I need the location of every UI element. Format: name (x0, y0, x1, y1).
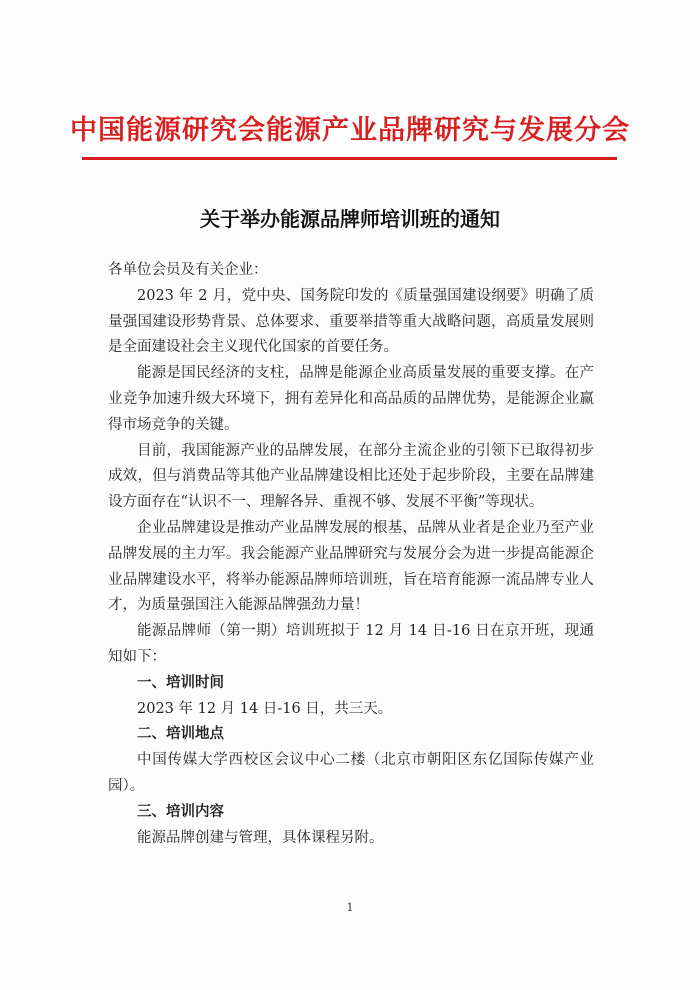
page-number: 1 (346, 901, 354, 914)
section-heading-content: 三、培训内容 (137, 803, 224, 820)
header-divider (82, 157, 617, 160)
body-paragraph: 能源是国民经济的支柱，品牌是能源企业高质量发展的重要支撑。在产业竞争加速升级大环境下，拥有差异化和高品质的品牌优势，是能源企业赢得市场竞争的关键。 (108, 365, 594, 433)
body-paragraph: 能源品牌师（第一期）培训班拟于 12 月 14 日-16 日在京开班，现通知如下： (108, 623, 594, 665)
section-content-location: 中国传媒大学西校区会议中心二楼（北京市朝阳区东亿国际传媒产业园）。 (108, 752, 594, 794)
section-heading-location: 二、培训地点 (137, 726, 224, 743)
section-heading-time: 一、培训时间 (137, 674, 224, 691)
body-paragraph: 目前，我国能源产业的品牌发展，在部分主流企业的引领下已取得初步成效，但与消费品等其他产业品牌建设相比还处于起步阶段，主要在品牌建设方面存在“认识不一、理解各异、重视不够、发展不平衡”等现状。 (108, 442, 594, 511)
body-paragraph: 企业品牌建设是推动产业品牌发展的根基，品牌从业者是企业乃至产业品牌发展的主力军。我会能源产业品牌研究与发展分会为进一步提高能源企业品牌建设水平，将举办能源品牌师培训班，旨在培育能源一流品牌专业人才，为质量强国注入能源品牌强劲力量！ (108, 519, 594, 614)
salutation: 各单位会员及有关企业： (108, 262, 268, 278)
document-body (108, 258, 594, 851)
document-title: 关于举办能源品牌师培训班的通知 (200, 207, 500, 231)
body-paragraph: 2023 年 2 月，党中央、国务院印发的《质量强国建设纲要》明确了质量强国建设形势背景、总体要求、重要举措等重大战略问题，高质量发展则是全面建设社会主义现代化国家的首要任务。 (108, 287, 594, 356)
organization-header: 中国能源研究会能源产业品牌研究与发展分会 (70, 115, 630, 146)
section-content-time: 2023 年 12 月 14 日-16 日，共三天。 (137, 700, 393, 717)
section-content-content: 能源品牌创建与管理，具体课程另附。 (137, 829, 384, 846)
